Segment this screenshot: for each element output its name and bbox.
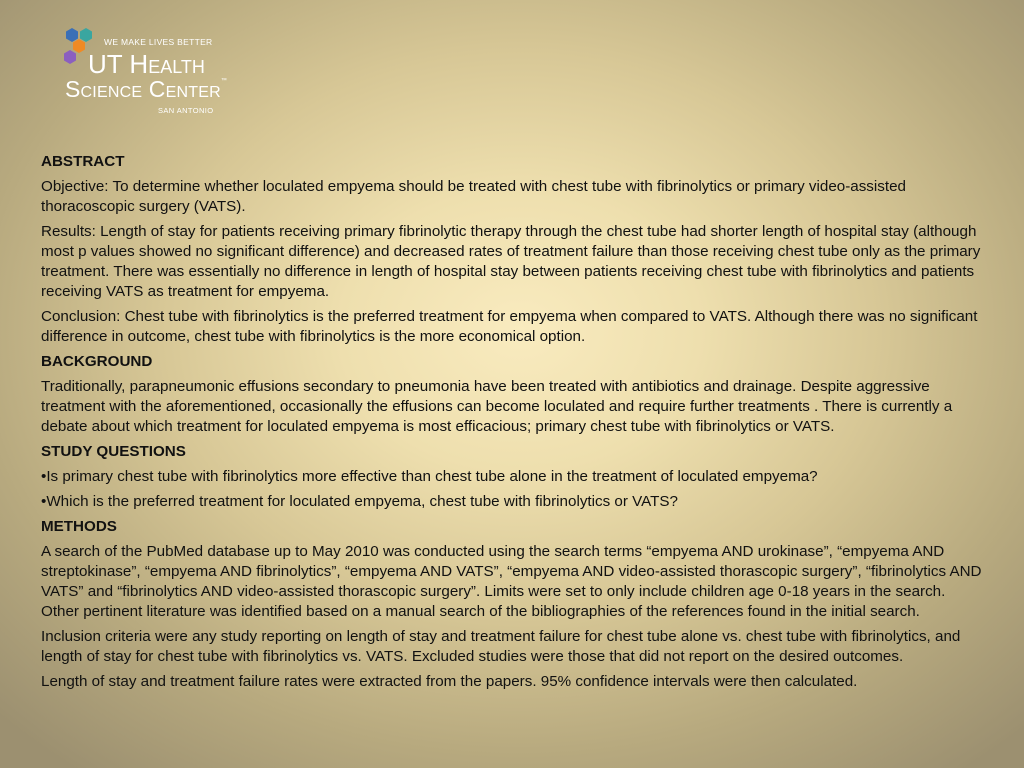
- document-body: [41, 152, 986, 697]
- teal-hexagon: [80, 28, 92, 42]
- abstract-conclusion: Conclusion: Chest tube with fibrinolytics is the preferred treatment for empyema when compared to VATS. Although there was no significant difference in outcome, chest tube with fibrinolytics is the more economical option.: [41, 308, 978, 345]
- logo-name-line2: [65, 78, 227, 101]
- logo-name-line2-text: Science Center: [65, 76, 221, 102]
- study-question-2: •Which is the preferred treatment for loculated empyema, chest tube with fibrinolytics or VATS?: [41, 493, 678, 510]
- methods-extraction: Length of stay and treatment failure rates were extracted from the papers. 95% confidence intervals were then calculated.: [41, 673, 858, 690]
- methods-inclusion: Inclusion criteria were any study reporting on length of stay and treatment failure for chest tube alone vs. chest tube with fibrinolytics, and length of stay for chest tube with fibrinolytics vs. VATS. Excluded studies were those that did not report on the desired outcomes.: [41, 628, 961, 665]
- blue-hexagon: [66, 28, 78, 42]
- background-text: Traditionally, parapneumonic effusions secondary to pneumonia have been treated with antibiotics and drainage. Despite aggressive treatment with the aforementioned, occasionally the effusions can become loculated and require further treatments . There is currently a debate about which treatment for loculated empyema is most efficacious; primary chest tube with fibrinolytics or VATS.: [41, 378, 953, 435]
- abstract-heading: ABSTRACT: [41, 153, 125, 170]
- study-question-1: •Is primary chest tube with fibrinolytics more effective than chest tube alone in the treatment of loculated empyema?: [41, 468, 818, 485]
- logo-campus: SAN ANTONIO: [158, 106, 214, 115]
- background-heading: BACKGROUND: [41, 353, 153, 370]
- abstract-results: Results: Length of stay for patients receiving primary fibrinolytic therapy through the chest tube had shorter length of hospital stay (although most p values showed no significant difference) and decreased rates of treatment failure than those receiving chest tube only as the primary treatment. There was essentially no difference in length of hospital stay between patients receiving chest tube with fibrinolytics and patients receiving VATS as treatment for empyema.: [41, 223, 981, 300]
- methods-search: A search of the PubMed database up to May 2010 was conducted using the search terms “empyema AND urokinase”, “empyema AND streptokinase”, “empyema AND fibrinolytics”, “empyema AND VATS”, “empyema AND video-assisted thorascopic surgery”, “fibrinolytics AND VATS” and “fibrinolytics AND video-assisted thorascopic surgery”. Limits were set to only include children age 0-18 years in the search. Other pertinent literature was identified based on a manual search of the bibliographies of the references found in the initial search.: [41, 543, 982, 620]
- ut-health-logo: [62, 26, 252, 118]
- abstract-objective: Objective: To determine whether loculated empyema should be treated with chest tube with fibrinolytics or primary video-assisted thoracoscopic surgery (VATS).: [41, 178, 906, 215]
- trademark-symbol: ™: [220, 78, 228, 84]
- orange-hexagon: [73, 39, 85, 53]
- purple-hexagon: [64, 50, 76, 64]
- logo-tagline: WE MAKE LIVES BETTER: [104, 37, 213, 47]
- study-questions-heading: STUDY QUESTIONS: [41, 443, 186, 460]
- methods-heading: METHODS: [41, 518, 117, 535]
- logo-name-line1: UT Health: [88, 49, 205, 79]
